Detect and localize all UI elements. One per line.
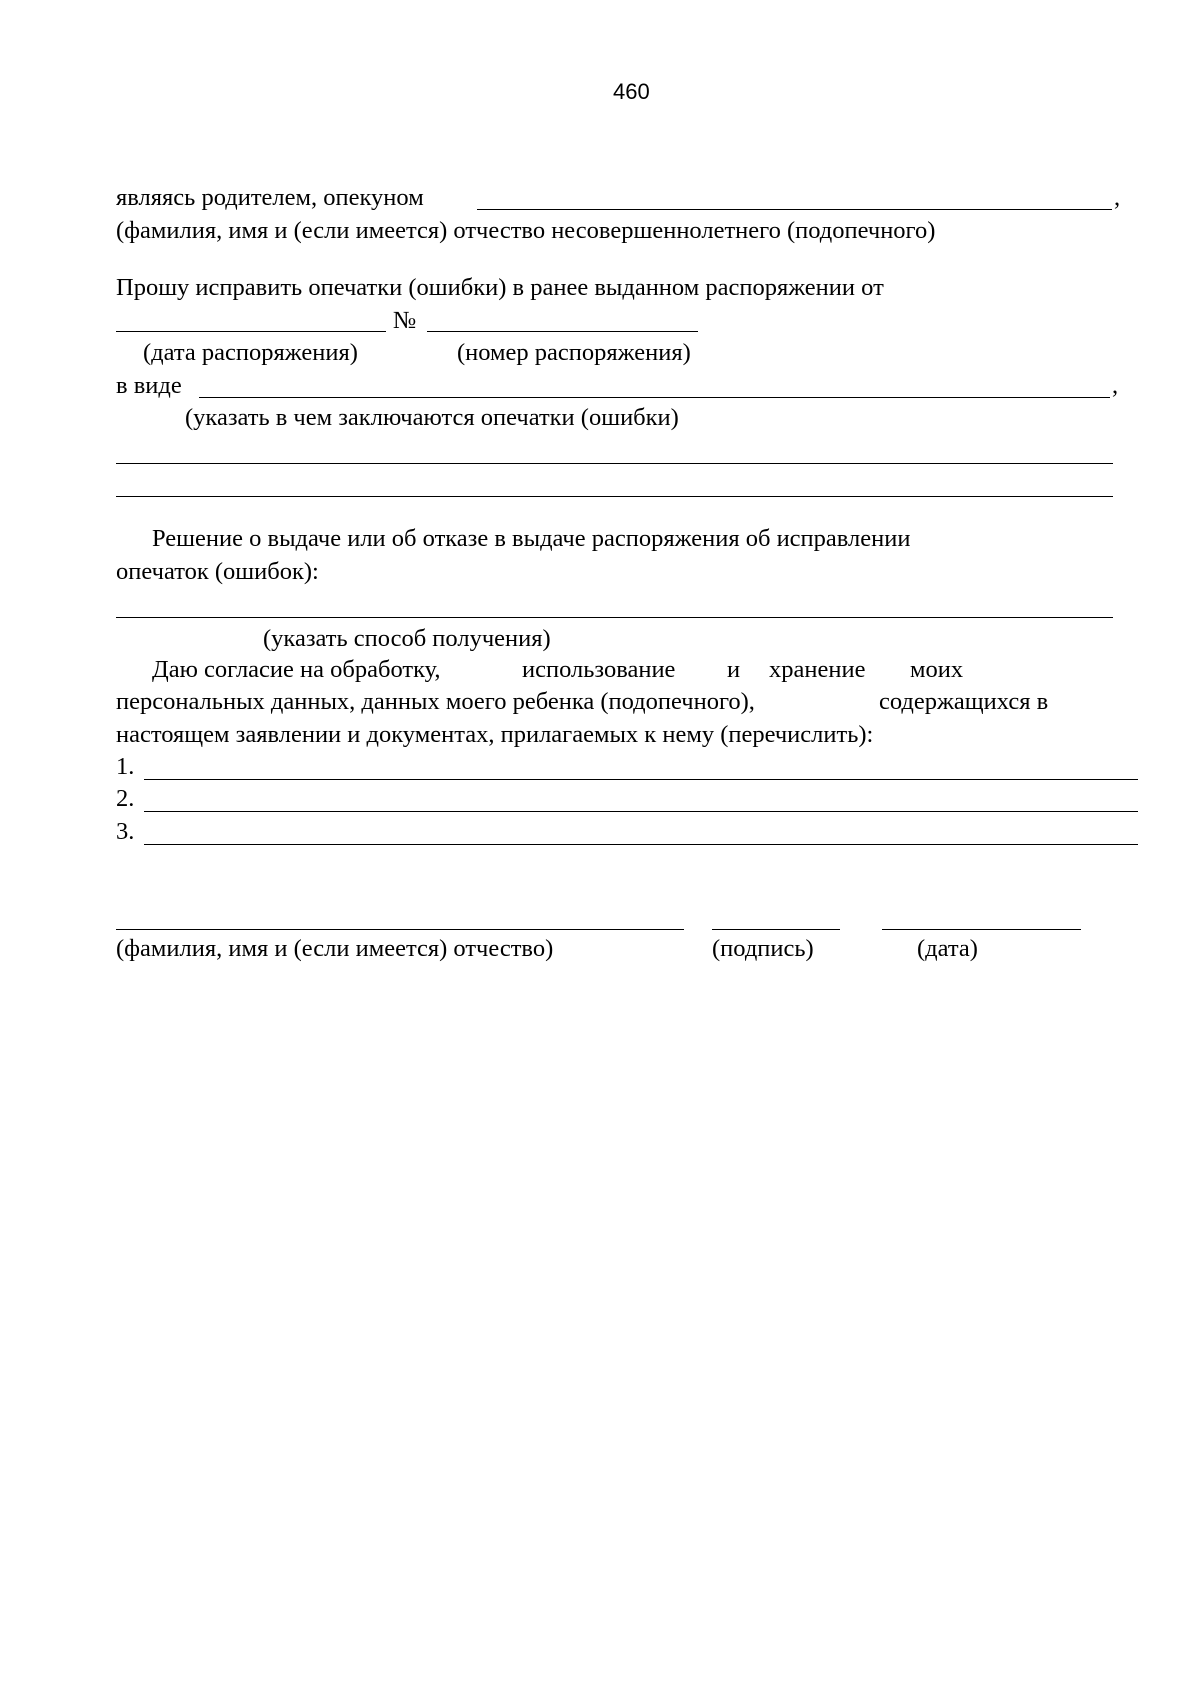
signature-name-field[interactable] [116, 929, 684, 930]
guardian-comma: , [1114, 184, 1121, 211]
signature-field[interactable] [712, 929, 840, 930]
consent-word: содержащихся в [879, 688, 1049, 715]
order-date-caption: (дата распоряжения) [143, 339, 358, 366]
order-number-field[interactable] [427, 331, 698, 332]
list-item-field-2[interactable] [144, 811, 1138, 812]
errors-field-line-3[interactable] [116, 496, 1113, 497]
form-label: в виде [116, 372, 182, 399]
list-item-number: 2. [116, 785, 135, 812]
decision-text-line-2: опечаток (ошибок): [116, 558, 319, 585]
signature-caption: (подпись) [712, 935, 814, 962]
signature-name-caption: (фамилия, имя и (если имеется) отчество) [116, 935, 554, 962]
receipt-method-caption: (указать способ получения) [263, 625, 551, 652]
form-comma: , [1112, 372, 1119, 399]
list-item-field-1[interactable] [144, 779, 1138, 780]
consent-word: хранение [769, 656, 866, 683]
signature-date-field[interactable] [882, 929, 1081, 930]
consent-word: моих [910, 656, 964, 683]
consent-text: Даю согласие на обработку, [152, 656, 441, 683]
request-text: Прошу исправить опечатки (ошибки) в ранее выданном распоряжении от [116, 274, 884, 301]
list-item-number: 3. [116, 818, 135, 845]
number-sign: № [393, 307, 417, 334]
consent-word: и [727, 656, 741, 683]
errors-caption: (указать в чем заключаются опечатки (ошибки) [185, 404, 679, 431]
guardian-caption: (фамилия, имя и (если имеется) отчество несовершеннолетнего (подопечного) [116, 217, 936, 244]
guardian-label: являясь родителем, опекуном [116, 184, 424, 211]
page-number: 460 [613, 79, 650, 104]
list-item-number: 1. [116, 753, 135, 780]
consent-text-line-2: персональных данных, данных моего ребенка (подопечного), [116, 688, 755, 715]
signature-date-caption: (дата) [917, 935, 978, 962]
order-date-field[interactable] [116, 331, 386, 332]
decision-text: Решение о выдаче или об отказе в выдаче распоряжения об исправлении [152, 525, 911, 552]
guardian-name-field[interactable] [477, 209, 1112, 210]
list-item-field-3[interactable] [144, 844, 1138, 845]
errors-field[interactable] [199, 397, 1110, 398]
receipt-method-field[interactable] [116, 617, 1113, 618]
consent-text-line-3: настоящем заявлении и документах, прилагаемых к нему (перечислить): [116, 721, 874, 748]
order-number-caption: (номер распоряжения) [457, 339, 691, 366]
errors-field-line-2[interactable] [116, 463, 1113, 464]
consent-word: использование [522, 656, 676, 683]
